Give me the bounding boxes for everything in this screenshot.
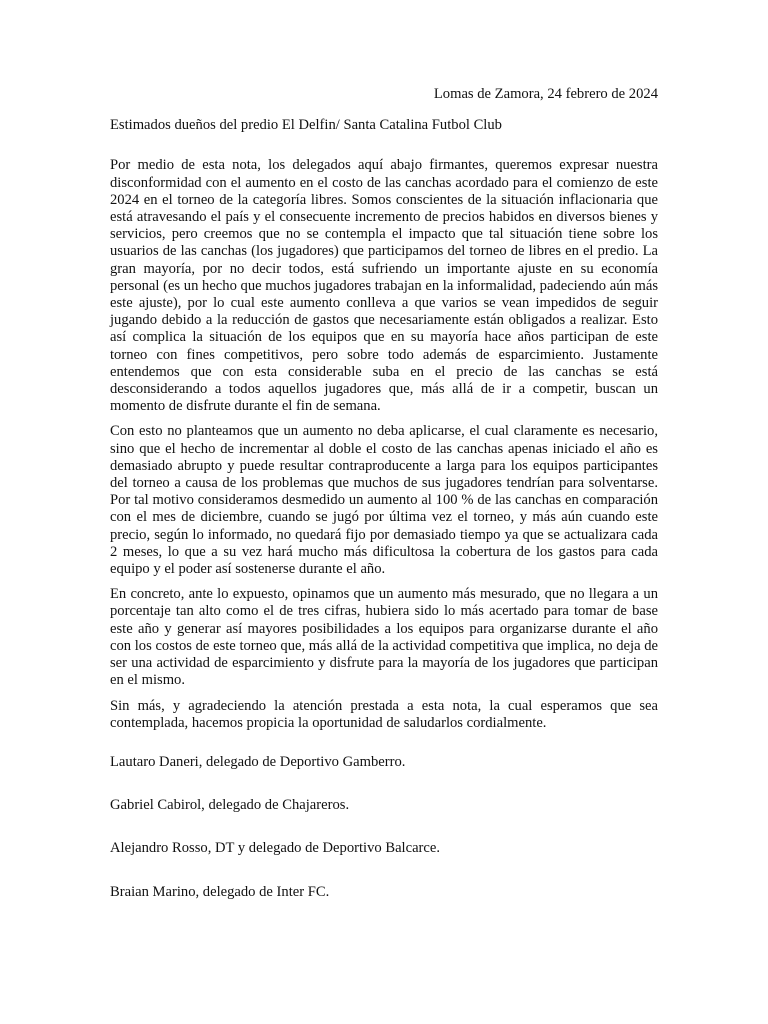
signature-line: Lautaro Daneri, delegado de Deportivo Gamberro. bbox=[110, 753, 406, 770]
signature-line: Braian Marino, delegado de Inter FC. bbox=[110, 883, 330, 900]
body-paragraph-1: Por medio de esta nota, los delegados aquí abajo firmantes, queremos expresar nuestra disconformidad con el aumento en el costo de las canchas acordado para el comienzo de este 2024 en el torneo de la categoría libres. Somos conscientes de la situación inflacionaria que está atravesando el país y el consecuente incremento de precios habidos en diversos bienes y servicios, pero creemos que no se contempla el impacto que tal situación tiene sobre los usuarios de las canchas (los jugadores) que participamos del torneo de libres en el predio. La gran mayoría, por no decir todos, está sufriendo un importante ajuste en su economía personal (es un hecho que muchos jugadores trabajan en la informalidad, padeciendo aún más este ajuste), por lo cual este aumento conlleva a que varios se vean impedidos de seguir jugando debido a la reducción de gastos que necesariamente están obligados a realizar. Esto así complica la situación de los equipos que en su mayoría hace años participan de este torneo con fines competitivos, pero sobre todo además de esparcimiento. Justamente entendemos que con esta considerable suba en el precio de las canchas se está desconsiderando a todos aquellos jugadores que, más allá de ir a competir, buscan un momento de disfrute durante el fin de semana. bbox=[110, 157, 658, 415]
body-paragraph-2: Con esto no planteamos que un aumento no deba aplicarse, el cual claramente es necesario, sino que el hecho de incrementar al doble el costo de las canchas apenas iniciado el año es demasiado abrupto y puede resultar contraproducente a larga para los equipos participantes del torneo a causa de los problemas que muchos de sus jugadores tendrían para solventarse. Por tal motivo consideramos desmedido un aumento al 100 % de las canchas en comparación con el mes de diciembre, cuando se jugó por última vez el torneo, y más aún cuando este precio, según lo informado, no quedará fijo por demasiado tiempo ya que se actualizara cada 2 meses, lo que a su vez hará mucho más dificultosa la cobertura de los gastos para cada equipo y el poder así sostenerse durante el año. bbox=[110, 423, 658, 578]
salutation: Estimados dueños del predio El Delfin/ Santa Catalina Futbol Club bbox=[110, 117, 502, 134]
closing-paragraph: Sin más, y agradeciendo la atención prestada a esta nota, la cual esperamos que sea contemplada, hacemos propicia la oportunidad de saludarlos cordialmente. bbox=[110, 697, 658, 731]
signature-list bbox=[110, 754, 658, 901]
signature-line: Alejandro Rosso, DT y delegado de Deportivo Balcarce. bbox=[110, 840, 441, 857]
date-line: Lomas de Zamora, 24 febrero de 2024 bbox=[433, 86, 658, 102]
body-paragraph-3: En concreto, ante lo expuesto, opinamos que un aumento más mesurado, que no llegara a un porcentaje tan alto como el de tres cifras, hubiera sido lo más acertado para tomar de base este año y generar así mayores posibilidades a los equipos para organizarse durante el año con los costos de este torneo que, más allá de la actividad competitiva que implica, no deja de ser una actividad de esparcimiento y disfrute para la mayoría de los jugadores que participan en el mismo. bbox=[110, 586, 658, 689]
signature-line: Gabriel Cabirol, delegado de Chajareros. bbox=[110, 797, 350, 814]
